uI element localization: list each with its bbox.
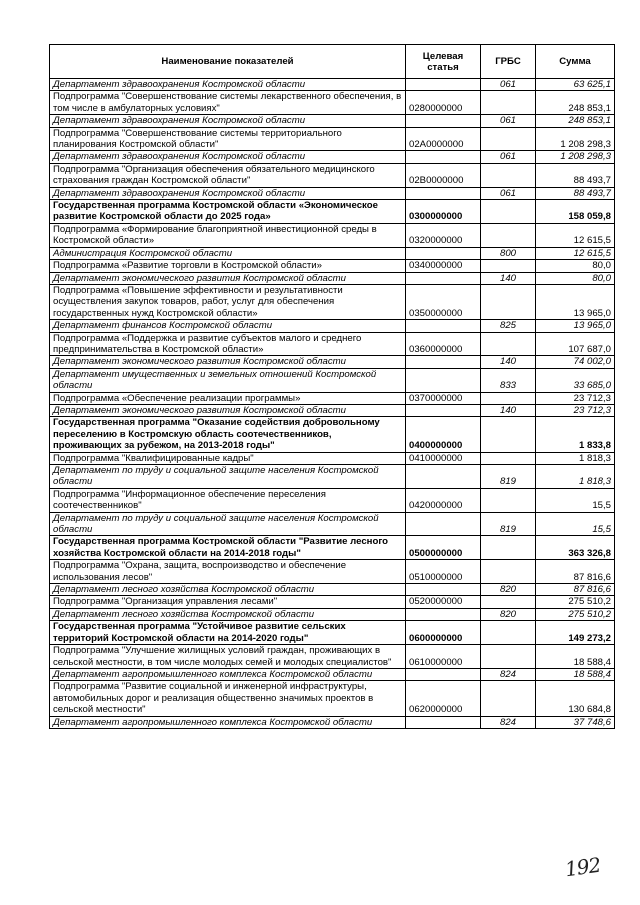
cell-grbs	[481, 392, 536, 404]
cell-grbs	[481, 452, 536, 464]
cell-grbs	[481, 223, 536, 247]
cell-name: Подпрограмма "Организация управления лесами"	[50, 596, 406, 608]
cell-code	[406, 608, 481, 620]
table-row	[50, 512, 615, 536]
table-row	[50, 356, 615, 368]
cell-code	[406, 465, 481, 489]
table-row	[50, 417, 615, 452]
cell-sum: 15,5	[536, 488, 615, 512]
cell-grbs: 061	[481, 79, 536, 91]
cell-code: 0410000000	[406, 452, 481, 464]
table-row	[50, 645, 615, 669]
table-row	[50, 668, 615, 680]
cell-code: 0370000000	[406, 392, 481, 404]
cell-name: Государственная программа Костромской области "Развитие лесного хозяйства Костромской области на 2014-2018 годы"	[50, 536, 406, 560]
budget-table	[49, 44, 615, 729]
cell-grbs: 061	[481, 115, 536, 127]
cell-code: 0610000000	[406, 645, 481, 669]
cell-sum: 1 818,3	[536, 465, 615, 489]
cell-name: Подпрограмма "Развитие социальной и инженерной инфраструктуры, автомобильных дорог и реализация общественно значимых проектов в сельской местности"	[50, 681, 406, 716]
cell-grbs	[481, 91, 536, 115]
cell-sum: 80,0	[536, 260, 615, 272]
cell-code: 0280000000	[406, 91, 481, 115]
cell-name: Государственная программа "Оказание содействия добровольному переселению в Костромскую область соотечественников, проживающих за рубежом, на 2013-2018 годы"	[50, 417, 406, 452]
cell-name: Государственная программа Костромской области «Экономическое развитие Костромской области до 2025 года»	[50, 200, 406, 224]
cell-grbs: 819	[481, 512, 536, 536]
cell-sum: 275 510,2	[536, 608, 615, 620]
table-row	[50, 608, 615, 620]
cell-code: 0500000000	[406, 536, 481, 560]
cell-grbs: 061	[481, 151, 536, 163]
cell-code: 0510000000	[406, 560, 481, 584]
cell-grbs	[481, 621, 536, 645]
cell-sum: 23 712,3	[536, 392, 615, 404]
cell-grbs	[481, 332, 536, 356]
header-code: Целевая статья	[406, 45, 481, 79]
table-row	[50, 260, 615, 272]
table-row	[50, 584, 615, 596]
cell-code	[406, 368, 481, 392]
cell-name: Департамент агропромышленного комплекса Костромской области	[50, 668, 406, 680]
table-row	[50, 151, 615, 163]
cell-grbs: 800	[481, 247, 536, 259]
cell-code: 0400000000	[406, 417, 481, 452]
header-grbs: ГРБС	[481, 45, 536, 79]
cell-grbs	[481, 645, 536, 669]
cell-code: 0320000000	[406, 223, 481, 247]
cell-code	[406, 668, 481, 680]
cell-code: 02В0000000	[406, 163, 481, 187]
table-header-row	[50, 45, 615, 79]
cell-name: Департамент по труду и социальной защите населения Костромской области	[50, 512, 406, 536]
cell-sum: 1 208 298,3	[536, 127, 615, 151]
cell-code: 0360000000	[406, 332, 481, 356]
cell-name: Департамент здравоохранения Костромской области	[50, 187, 406, 199]
table-row	[50, 560, 615, 584]
cell-sum: 18 588,4	[536, 645, 615, 669]
table-row	[50, 332, 615, 356]
table-row	[50, 621, 615, 645]
cell-name: Подпрограмма "Улучшение жилищных условий граждан, проживающих в сельской местности, в том числе молодых семей и молодых специалистов"	[50, 645, 406, 669]
cell-sum: 80,0	[536, 272, 615, 284]
table-row	[50, 716, 615, 728]
cell-grbs	[481, 681, 536, 716]
cell-sum: 12 615,5	[536, 247, 615, 259]
table-row	[50, 368, 615, 392]
cell-sum: 1 208 298,3	[536, 151, 615, 163]
table-row	[50, 681, 615, 716]
table-row	[50, 187, 615, 199]
cell-code: 0520000000	[406, 596, 481, 608]
cell-sum: 15,5	[536, 512, 615, 536]
cell-code	[406, 716, 481, 728]
cell-code: 0420000000	[406, 488, 481, 512]
cell-name: Подпрограмма «Формирование благоприятной инвестиционной среды в Костромской области»	[50, 223, 406, 247]
cell-grbs: 820	[481, 584, 536, 596]
cell-name: Департамент лесного хозяйства Костромской области	[50, 584, 406, 596]
table-row	[50, 488, 615, 512]
table-row	[50, 91, 615, 115]
cell-grbs: 824	[481, 668, 536, 680]
cell-grbs: 819	[481, 465, 536, 489]
cell-grbs	[481, 560, 536, 584]
cell-name: Подпрограмма "Организация обеспечения обязательного медицинского страхования граждан Костромской области"	[50, 163, 406, 187]
cell-sum: 63 625,1	[536, 79, 615, 91]
cell-code: 0600000000	[406, 621, 481, 645]
table-row	[50, 404, 615, 416]
cell-name: Подпрограмма «Повышение эффективности и результативности осуществления закупок товаров, работ, услуг для обеспечения государственных нужд Костромской области»	[50, 284, 406, 319]
cell-sum: 363 326,8	[536, 536, 615, 560]
cell-sum: 88 493,7	[536, 187, 615, 199]
cell-sum: 12 615,5	[536, 223, 615, 247]
cell-sum: 37 748,6	[536, 716, 615, 728]
cell-name: Департамент экономического развития Костромской области	[50, 272, 406, 284]
cell-grbs: 061	[481, 187, 536, 199]
table-row	[50, 163, 615, 187]
cell-sum: 87 816,6	[536, 560, 615, 584]
cell-sum: 1 833,8	[536, 417, 615, 452]
cell-grbs: 820	[481, 608, 536, 620]
cell-code	[406, 115, 481, 127]
table-row	[50, 115, 615, 127]
cell-code: 0350000000	[406, 284, 481, 319]
cell-code	[406, 512, 481, 536]
table-row	[50, 200, 615, 224]
table-row	[50, 392, 615, 404]
table-row	[50, 596, 615, 608]
table-row	[50, 452, 615, 464]
table-row	[50, 465, 615, 489]
cell-sum: 1 818,3	[536, 452, 615, 464]
cell-grbs: 825	[481, 320, 536, 332]
cell-code	[406, 272, 481, 284]
cell-sum: 33 685,0	[536, 368, 615, 392]
cell-grbs	[481, 417, 536, 452]
cell-name: Департамент экономического развития Костромской области	[50, 356, 406, 368]
cell-code	[406, 320, 481, 332]
cell-name: Департамент агропромышленного комплекса Костромской области	[50, 716, 406, 728]
cell-name: Подпрограмма "Информационное обеспечение переселения соотечественников"	[50, 488, 406, 512]
cell-grbs	[481, 260, 536, 272]
cell-sum: 248 853,1	[536, 115, 615, 127]
cell-code: 0620000000	[406, 681, 481, 716]
cell-grbs: 140	[481, 272, 536, 284]
table-row	[50, 536, 615, 560]
page-number: 192	[563, 852, 602, 882]
cell-name: Департамент экономического развития Костромской области	[50, 404, 406, 416]
cell-code: 0340000000	[406, 260, 481, 272]
cell-sum: 87 816,6	[536, 584, 615, 596]
cell-code	[406, 79, 481, 91]
cell-code	[406, 356, 481, 368]
cell-code: 0300000000	[406, 200, 481, 224]
header-name: Наименование показателей	[50, 45, 406, 79]
cell-sum: 18 588,4	[536, 668, 615, 680]
cell-sum: 275 510,2	[536, 596, 615, 608]
cell-code	[406, 247, 481, 259]
cell-name: Департамент здравоохранения Костромской области	[50, 115, 406, 127]
cell-name: Департамент финансов Костромской области	[50, 320, 406, 332]
cell-code	[406, 404, 481, 416]
cell-name: Подпрограмма «Обеспечение реализации программы»	[50, 392, 406, 404]
cell-code	[406, 187, 481, 199]
table-row	[50, 223, 615, 247]
cell-sum: 74 002,0	[536, 356, 615, 368]
table-body	[50, 79, 615, 729]
table-row	[50, 284, 615, 319]
table-row	[50, 272, 615, 284]
cell-sum: 13 965,0	[536, 320, 615, 332]
cell-grbs: 140	[481, 404, 536, 416]
cell-name: Подпрограмма "Квалифицированные кадры"	[50, 452, 406, 464]
cell-grbs	[481, 284, 536, 319]
cell-name: Подпрограмма «Поддержка и развитие субъектов малого и среднего предпринимательства в Костромской области»	[50, 332, 406, 356]
cell-name: Подпрограмма "Совершенствование системы территориального планирования Костромской области"	[50, 127, 406, 151]
cell-grbs	[481, 163, 536, 187]
cell-grbs	[481, 127, 536, 151]
cell-sum: 107 687,0	[536, 332, 615, 356]
header-sum: Сумма	[536, 45, 615, 79]
cell-name: Департамент здравоохранения Костромской области	[50, 79, 406, 91]
cell-code: 02А0000000	[406, 127, 481, 151]
table-row	[50, 320, 615, 332]
cell-code	[406, 151, 481, 163]
cell-name: Департамент по труду и социальной защите населения Костромской области	[50, 465, 406, 489]
cell-sum: 130 684,8	[536, 681, 615, 716]
cell-grbs: 140	[481, 356, 536, 368]
cell-grbs: 833	[481, 368, 536, 392]
cell-grbs: 824	[481, 716, 536, 728]
cell-name: Подпрограмма "Охрана, защита, воспроизводство и обеспечение использования лесов"	[50, 560, 406, 584]
cell-sum: 23 712,3	[536, 404, 615, 416]
cell-name: Администрация Костромской области	[50, 247, 406, 259]
cell-code	[406, 584, 481, 596]
cell-grbs	[481, 536, 536, 560]
cell-sum: 158 059,8	[536, 200, 615, 224]
table-row	[50, 127, 615, 151]
cell-name: Департамент имущественных и земельных отношений Костромской области	[50, 368, 406, 392]
cell-name: Департамент лесного хозяйства Костромской области	[50, 608, 406, 620]
cell-sum: 248 853,1	[536, 91, 615, 115]
cell-grbs	[481, 488, 536, 512]
cell-name: Государственная программа "Устойчивое развитие сельских территорий Костромской области на 2014-2020 годы"	[50, 621, 406, 645]
cell-sum: 88 493,7	[536, 163, 615, 187]
cell-name: Департамент здравоохранения Костромской области	[50, 151, 406, 163]
cell-grbs	[481, 596, 536, 608]
cell-name: Подпрограмма «Развитие торговли в Костромской области»	[50, 260, 406, 272]
cell-name: Подпрограмма "Совершенствование системы лекарственного обеспечения, в том числе в амбулаторных условиях"	[50, 91, 406, 115]
table-row	[50, 247, 615, 259]
cell-sum: 13 965,0	[536, 284, 615, 319]
cell-grbs	[481, 200, 536, 224]
table-row	[50, 79, 615, 91]
cell-sum: 149 273,2	[536, 621, 615, 645]
